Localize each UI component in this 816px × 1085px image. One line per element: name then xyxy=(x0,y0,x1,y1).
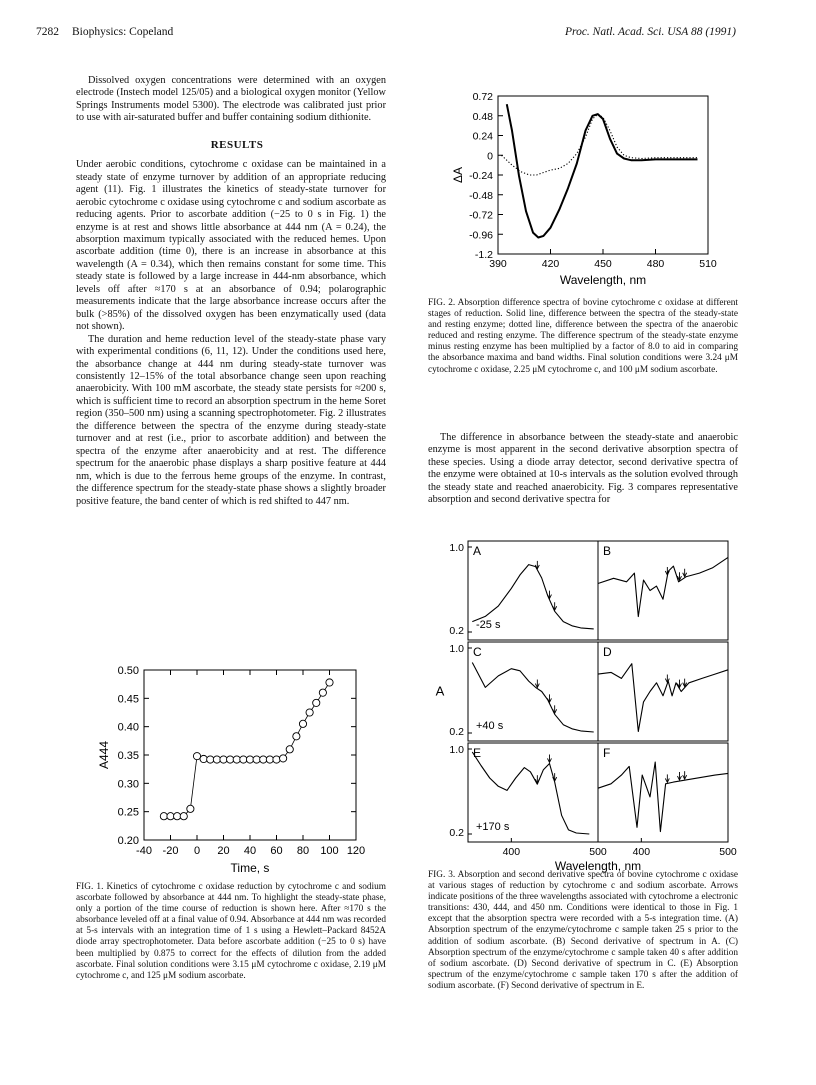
panel-label-E: E xyxy=(473,746,482,760)
left-column-text xyxy=(76,75,386,508)
x-tick-label: 400 xyxy=(632,846,651,858)
y-tick-label: 0.72 xyxy=(472,91,493,103)
data-point xyxy=(260,756,267,763)
panel-frame-F xyxy=(598,743,728,842)
data-point xyxy=(174,813,181,820)
y-tick-label: 0.2 xyxy=(449,726,464,738)
data-point xyxy=(213,756,220,763)
x-tick-label: 420 xyxy=(541,258,560,270)
y-tick-label: 0.2 xyxy=(449,827,464,839)
anaerobic-minus-resting-line xyxy=(502,114,698,175)
spectrum-line-D xyxy=(598,664,728,732)
panel-label-B: B xyxy=(603,544,612,558)
y-tick-label: 1.0 xyxy=(449,643,464,655)
y-tick-label: -0.48 xyxy=(469,189,493,202)
y-tick-label: -0.96 xyxy=(469,229,493,242)
x-tick-label: 120 xyxy=(346,845,366,857)
page-number: 7282 xyxy=(36,26,59,38)
y-tick-label: -0.72 xyxy=(469,209,493,222)
data-point xyxy=(220,756,227,763)
journal-citation: Proc. Natl. Acad. Sci. USA 88 (1991) xyxy=(565,26,736,38)
panel-frame-B xyxy=(598,541,728,640)
oxygen-paragraph: Dissolved oxygen concentrations were determined with an oxygen electrode (Instech model 125/05) and a biological oxygen monitor (Yellow Springs Instruments model 5300). The electrode was calibrated just prior to use with air-saturated buffer and buffer containing sodium dithionite. xyxy=(76,75,386,124)
spectrum-line-F xyxy=(598,762,728,832)
figure-1-caption: FIG. 1. Kinetics of cytochrome c oxidase reduction by cytochrome c and sodium ascorbate followed by absorbance at 444 nm. To highlight the steady-state phase, only a portion of the time course of reduction is shown here. After ≈170 s the absorbance leveled off at a final value of 0.94. Absorbance at 444 nm was recorded at 5-s intervals with an integration time of 1 s using a Hewlett–Packard 8452A diode array spectrophotometer. Data before ascorbate addition (−25 to 0 s) have been multiplied by 0.875 to correct for the effects of dilution from the added ascorbate. Final solution conditions were 3.15 μM cytochrome c oxidase, 2.19 μM cytochrome c, and 125 μM sodium ascorbate. xyxy=(76,882,386,981)
right-column-text xyxy=(428,432,738,507)
y-axis-label: A xyxy=(435,683,445,699)
data-point xyxy=(160,813,167,820)
data-point xyxy=(299,720,306,727)
data-point xyxy=(207,756,214,763)
y-axis-label: ΔA xyxy=(451,166,465,184)
data-point xyxy=(326,679,333,686)
data-point xyxy=(167,813,174,820)
x-axis-label: Wavelength, nm xyxy=(554,859,642,873)
figure-3-caption: FIG. 3. Absorption and second derivative spectra of bovine cytochrome c oxidase at various stages of reduction by cytochrome c and sodium ascorbate. Arrows indicate positions of the three wavelengths associated with cytochrome a electronic transitions: 430, 444, and 450 nm. Conditions were identical to those in Fig. 1 except that the absorption spectra were recorded with a 5-s integration time. (A) Absorption spectrum of the enzyme/cytochrome c sample taken 25 s prior to the addition of sodium ascorbate. (B) Second derivative of spectrum in A. (C) Absorption spectrum of the enzyme/cytochrome c sample taken 40 s after addition of sodium ascorbate. (D) Second derivative of spectrum in C. (E) Absorption spectrum of the enzyme/cytochrome c sample taken 170 s after the addition of sodium ascorbate. (F) Second derivative of spectrum in E. xyxy=(428,870,738,991)
results-paragraph-1: Under aerobic conditions, cytochrome c oxidase can be maintained in a steady state of enzyme turnover by addition of an appropriate reducing agent (11). Fig. 1 illustrates the kinetics of steady-state turnover for aerobic cytochrome c oxidase using cytochrome c and sodium ascorbate as reducing agents. Prior to ascorbate addition (−25 to 0 s in Fig. 1) the enzyme is at rest and shows little absorbance at 444 nm (A = 0.24), the absorption maximum typically associated with the reduced hemes. Upon ascorbate addition (time 0), there is an increase in absorbance at this wavelength (A = 0.34), which then remains constant for some time. This steady state is followed by a large increase in 444-nm absorbance, which levels off after ≈170 s at an absorbance of 0.94; polarographic measurements indicate that the large absorbance increase occurs after the bulk (>85%) of the dissolved oxygen has been enzymatically used (data not shown). xyxy=(76,159,386,333)
x-tick-label: 510 xyxy=(699,258,717,270)
y-tick-label: 1.0 xyxy=(449,542,464,554)
data-point xyxy=(233,756,240,763)
kinetics-line xyxy=(164,683,330,817)
data-point xyxy=(187,805,194,812)
x-tick-label: 80 xyxy=(296,845,310,857)
x-tick-label: -20 xyxy=(162,845,179,857)
figure-1-kinetics-chart xyxy=(96,662,386,877)
results-heading: RESULTS xyxy=(210,138,264,151)
data-point xyxy=(200,755,207,762)
x-tick-label: 450 xyxy=(594,258,612,270)
x-tick-label: -40 xyxy=(136,845,152,857)
data-point xyxy=(286,746,293,753)
data-point xyxy=(253,756,260,763)
x-tick-label: 500 xyxy=(589,846,607,858)
results-paragraph-2: The duration and heme reduction level of the steady-state phase vary with experimental conditions (6, 11, 12). Under the conditions used here, the absorbance change at 444 nm during steady-state turnover was consistently 12–15% of the total absorbance change seen upon reaching anaerobicity. With 100 mM ascorbate, the steady state persists for ≈200 s, which is sufficient time to record an absorption spectrum in the heme Soret region (350–500 nm) using a scanning spectrophotometer. Fig. 2 illustrates the difference between the spectra of the enzyme during steady-state turnover and at rest (i.e., prior to ascorbate addition) and between the spectra of the enzyme after anaerobicity and at rest. The difference spectrum for the anaerobic phase displays a sharp positive feature at 444 nm, which is due to the ferrous heme groups of the enzyme. In contrast, the difference spectrum for the steady-state phase shows a slightly broader positive feature, the band center of which is red shifted to 447 nm. xyxy=(76,333,386,507)
steady-state-minus-resting-line xyxy=(507,104,698,237)
x-tick-label: 480 xyxy=(646,258,665,270)
y-tick-label: -0.24 xyxy=(469,170,493,182)
figure-2-caption: FIG. 2. Absorption difference spectra of bovine cytochrome c oxidase at different stages of reduction. Solid line, difference between the spectra of the steady-state and resting enzyme; dotted line, difference between the spectra of the anaerobic reduced and resting enzyme. The difference spectrum of the steady-state enzyme minus resting enzyme has been multiplied by a factor of 8.0 to aid in comparing the absorbance maxima and band widths. Final solution conditions were 3.24 μM cytochrome c oxidase, 2.25 μM cytochrome c, and 100 μM sodium ascorbate. xyxy=(428,298,738,375)
panel-time-E: +170 s xyxy=(476,821,510,833)
panel-label-A: A xyxy=(473,544,482,558)
data-point xyxy=(266,756,273,763)
panel-label-F: F xyxy=(603,746,611,760)
x-tick-label: 390 xyxy=(489,258,507,270)
y-tick-label: -1.2 xyxy=(474,249,493,261)
derivative-paragraph: The difference in absorbance between the steady-state and anaerobic enzyme is most apparent in the second derivative absorption spectra of these species. Using a diode array detector, second derivative spectra of the enzyme were obtained at 10-s intervals as the solution evolved through the steady state and reached anaerobicity. Fig. 3 compares representative absorption and second derivative spectra for xyxy=(428,432,738,506)
panel-time-A: -25 s xyxy=(476,619,501,631)
y-tick-label: 0.45 xyxy=(117,693,139,706)
y-tick-label: 0.35 xyxy=(117,750,139,762)
y-tick-label: 0.48 xyxy=(472,110,493,123)
y-tick-label: 0.30 xyxy=(117,778,139,791)
panel-label-D: D xyxy=(603,645,612,659)
y-tick-label: 0.25 xyxy=(117,806,139,819)
data-point xyxy=(273,756,280,763)
y-tick-label: 0 xyxy=(487,150,493,163)
figure-2-difference-spectra xyxy=(418,88,738,288)
y-tick-label: 0.24 xyxy=(472,130,493,143)
data-point xyxy=(246,756,253,763)
panel-time-C: +40 s xyxy=(476,720,504,732)
x-tick-label: 60 xyxy=(270,845,283,857)
y-tick-label: 0.20 xyxy=(117,835,139,847)
x-tick-label: 400 xyxy=(502,846,521,858)
data-point xyxy=(240,756,247,763)
spectrum-line-B xyxy=(598,557,728,616)
x-tick-label: 0 xyxy=(193,845,201,857)
y-tick-label: 0.2 xyxy=(449,625,464,637)
y-axis-label: A444 xyxy=(97,740,111,770)
running-section: Biophysics: Copeland xyxy=(72,26,174,38)
data-point xyxy=(319,689,326,696)
figure-3-spectra-panels xyxy=(428,535,748,873)
data-point xyxy=(227,756,234,763)
data-point xyxy=(180,813,187,820)
data-point xyxy=(306,709,313,716)
x-tick-label: 40 xyxy=(243,845,257,857)
x-tick-label: 100 xyxy=(320,845,339,857)
data-point xyxy=(193,753,200,760)
y-tick-label: 0.50 xyxy=(117,665,139,677)
x-tick-label: 20 xyxy=(217,845,230,857)
panel-frame-D xyxy=(598,642,728,741)
x-axis-label: Time, s xyxy=(230,861,270,875)
x-axis-label: Wavelength, nm xyxy=(559,273,647,287)
y-tick-label: 1.0 xyxy=(449,744,464,756)
y-tick-label: 0.40 xyxy=(117,721,139,734)
data-point xyxy=(313,699,320,706)
data-point xyxy=(280,755,287,762)
x-tick-label: 500 xyxy=(719,846,737,858)
data-point xyxy=(293,733,300,740)
panel-label-C: C xyxy=(473,645,482,659)
